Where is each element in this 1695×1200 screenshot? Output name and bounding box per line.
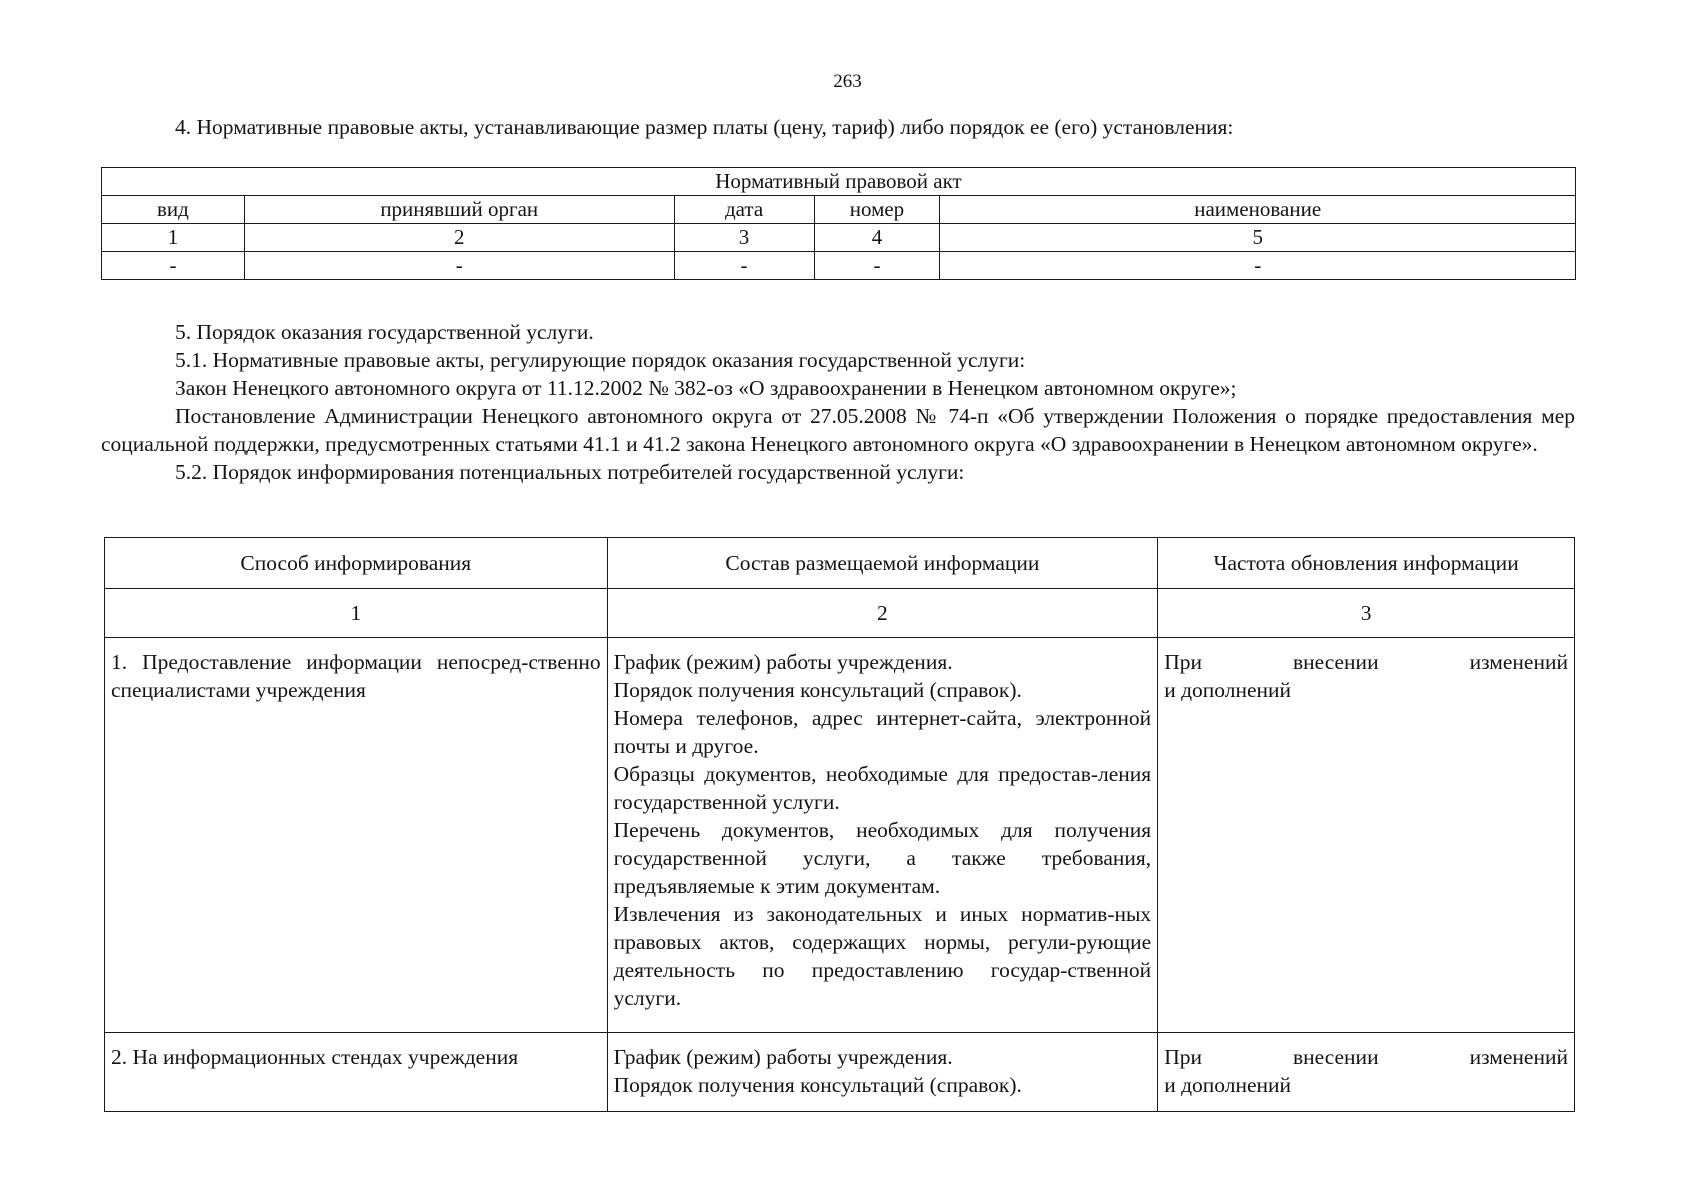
acts-col-number: номер <box>814 196 940 224</box>
table-row <box>105 1033 1575 1112</box>
content-line: Образцы документов, необходимые для предостав-ления государственной услуги. <box>613 762 1152 814</box>
frequency-word: изменений <box>1469 1045 1568 1069</box>
law-reference: Закон Ненецкого автономного округа от 11.12.2002 № 382-оз «О здравоохранении в Ненецком автономном округе»; <box>175 376 1237 400</box>
frequency-word: внесении <box>1292 1045 1379 1069</box>
content-line: График (режим) работы учреждения. <box>613 1045 953 1069</box>
info-method-cell: 1. Предоставление информации непосред-ственно специалистами учреждения <box>105 638 608 1033</box>
info-header-content: Состав размещаемой информации <box>607 538 1158 589</box>
frequency-line <box>1164 1043 1568 1071</box>
frequency-tail: и дополнений <box>1164 678 1292 702</box>
acts-table-group-header: Нормативный правовой акт <box>102 168 1576 196</box>
section-4-heading: 4. Нормативные правовые акты, устанавливающие размер платы (цену, тариф) либо порядок ее (его) установления: <box>175 115 1234 139</box>
info-header-frequency: Частота обновления информации <box>1158 538 1575 589</box>
frequency-word: изменений <box>1469 650 1568 674</box>
acts-col-type: вид <box>102 196 245 224</box>
normative-acts-table <box>101 167 1576 280</box>
acts-cell-empty: - <box>814 252 940 280</box>
acts-cell-empty: - <box>102 252 245 280</box>
acts-cell-empty: - <box>940 252 1576 280</box>
page-number: 263 <box>833 71 862 92</box>
section-5-text <box>101 318 1575 486</box>
section-5-heading: 5. Порядок оказания государственной услуги. <box>175 320 594 344</box>
info-col-index: 1 <box>105 589 608 638</box>
frequency-word: внесении <box>1292 650 1379 674</box>
content-line: Перечень документов, необходимых для получения государственной услуги, а также требования, предъявляемые к этим документам. <box>613 818 1152 898</box>
section-5-1-heading: 5.1. Нормативные правовые акты, регулирующие порядок оказания государственной услуги: <box>175 348 1026 372</box>
content-line: Номера телефонов, адрес интернет-сайта, электронной почты и другое. <box>613 706 1152 758</box>
content-line: Порядок получения консультаций (справок). <box>613 1073 1022 1097</box>
acts-col-index: 5 <box>940 224 1576 252</box>
content-line: Порядок получения консультаций (справок). <box>613 678 1022 702</box>
acts-col-index: 1 <box>102 224 245 252</box>
info-header-method: Способ информирования <box>105 538 608 589</box>
content-line: График (режим) работы учреждения. <box>613 650 953 674</box>
frequency-word: При <box>1164 1045 1202 1069</box>
info-frequency-cell <box>1158 638 1575 1033</box>
acts-col-date: дата <box>674 196 814 224</box>
acts-col-authority: принявший орган <box>244 196 674 224</box>
frequency-line <box>1164 648 1568 676</box>
frequency-tail: и дополнений <box>1164 1073 1292 1097</box>
acts-col-title: наименование <box>940 196 1576 224</box>
info-col-index: 2 <box>607 589 1158 638</box>
content-line: Извлечения из законодательных и иных норматив-ных правовых актов, содержащих нормы, регули-рующие деятельность по предоставлению государ-ственной услуги. <box>613 902 1152 1010</box>
table-row <box>105 638 1575 1033</box>
info-frequency-cell <box>1158 1033 1575 1112</box>
info-col-index: 3 <box>1158 589 1575 638</box>
info-content-cell <box>607 638 1158 1033</box>
acts-col-index: 2 <box>244 224 674 252</box>
section-5-2-heading: 5.2. Порядок информирования потенциальных потребителей государственной услуги: <box>175 460 965 484</box>
acts-cell-empty: - <box>244 252 674 280</box>
acts-col-index: 4 <box>814 224 940 252</box>
acts-cell-empty: - <box>674 252 814 280</box>
informing-table <box>104 537 1575 1112</box>
frequency-word: При <box>1164 650 1202 674</box>
acts-col-index: 3 <box>674 224 814 252</box>
info-method-cell: 2. На информационных стендах учреждения <box>105 1033 608 1112</box>
info-content-cell <box>607 1033 1158 1112</box>
decree-reference: Постановление Администрации Ненецкого автономного округа от 27.05.2008 № 74-п «Об утверждении Положения о порядке предоставления мер социальной поддержки, предусмотренных статьями 41.1 и 41.2 закона Ненецкого автономного округа «О здравоохранении в Ненецком автономном округе». <box>101 404 1575 456</box>
